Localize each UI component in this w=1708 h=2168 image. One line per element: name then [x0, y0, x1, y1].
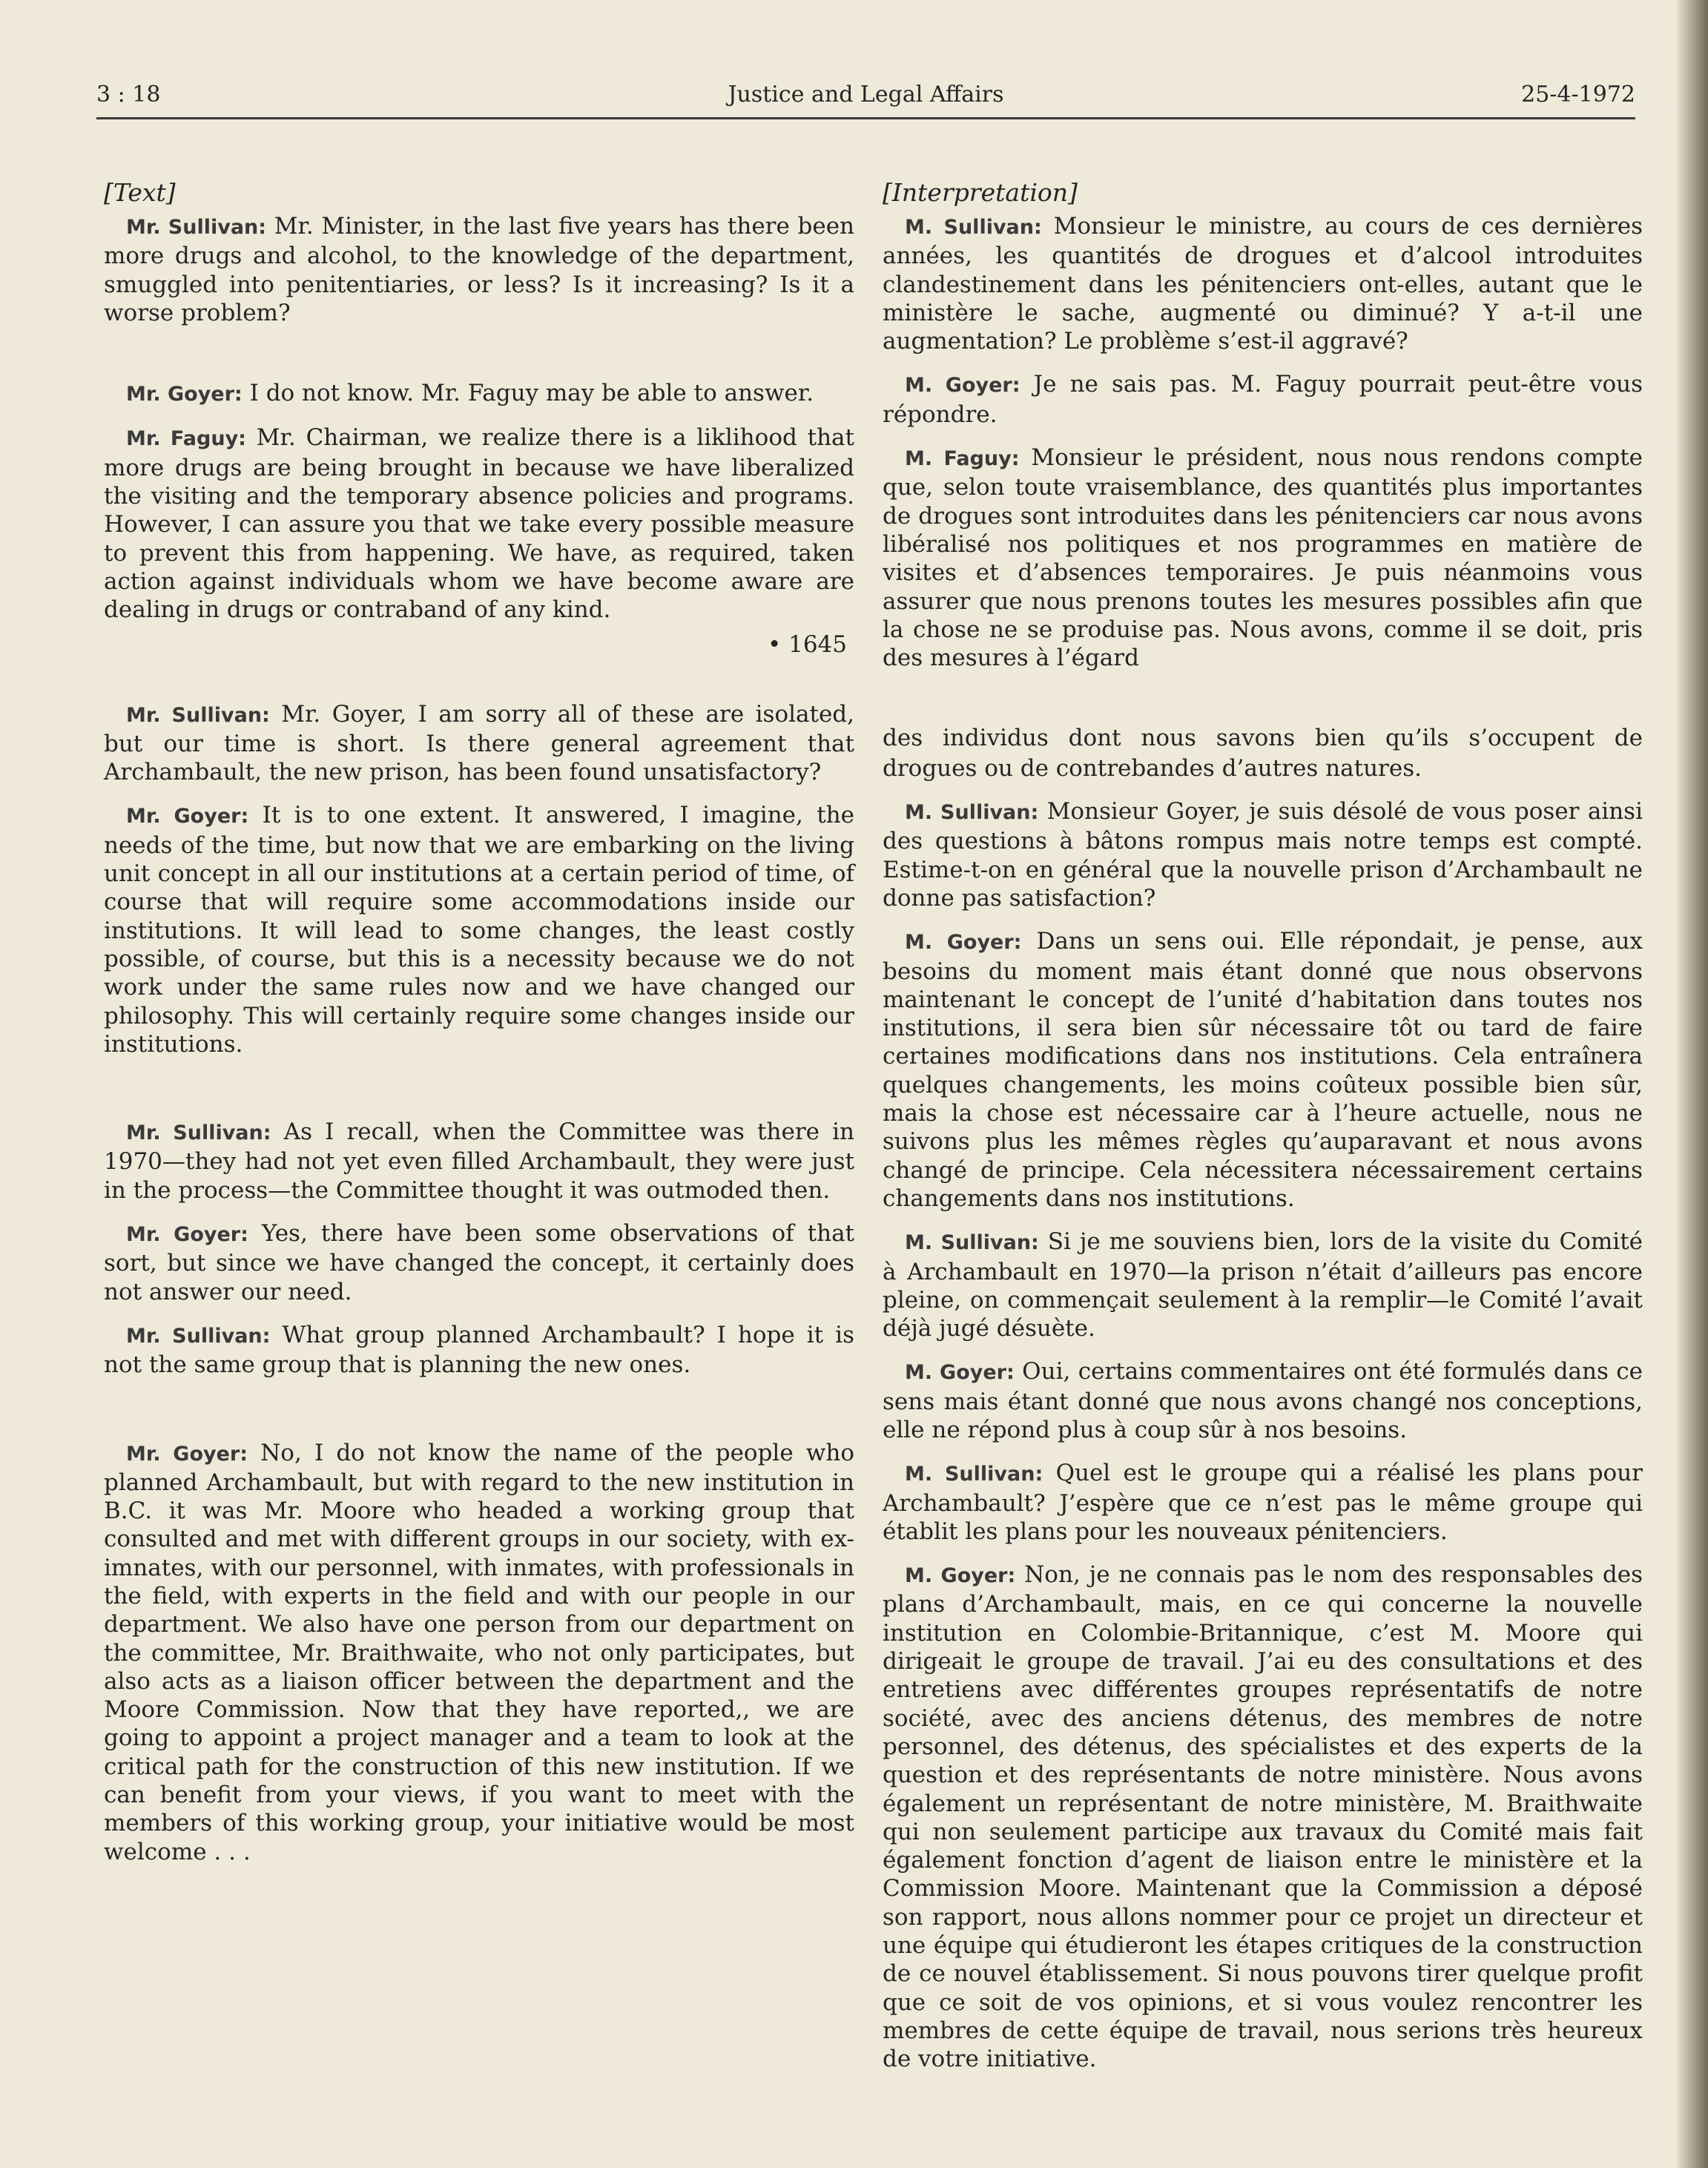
- speaker-name: M. Goyer:: [905, 1361, 1015, 1385]
- page-header: [96, 79, 1635, 119]
- transcript-paragraph: [883, 927, 1643, 1213]
- section-label-interpretation: [Interpretation]: [883, 178, 1078, 207]
- page-number: 3 : 18: [96, 82, 161, 108]
- speaker-name: Mr. Sullivan:: [126, 703, 270, 727]
- running-title: Justice and Legal Affairs: [728, 82, 1004, 108]
- speaker-name: Mr. Faguy:: [126, 427, 246, 451]
- speech-text: Mr. Minister, in the last five years has there been more drugs and alcohol, to the knowledge of the department, smuggled into penitentiaries, or less? Is it increasing? Is it a worse problem?: [104, 213, 855, 326]
- speech-text: I do not know. Mr. Faguy may be able to answer.: [242, 380, 814, 407]
- speaker-name: M. Sullivan:: [905, 801, 1039, 825]
- transcript-paragraph: [104, 1118, 854, 1205]
- speech-text: What group planned Archambault? I hope it is not the same group that is planning the new ones.: [104, 1321, 854, 1379]
- french-column: [883, 178, 1643, 2089]
- speech-text: Si je me souviens bien, lors de la visite du Comité à Archambault en 1970—la prison n’était d’ailleurs pas encore pleine, on commençait seulement à la remplir—le Comité l’avait déjà jugé désuète.: [883, 1228, 1643, 1342]
- transcript-paragraph: [883, 444, 1643, 672]
- speech-text: Mr. Goyer, I am sorry all of these are isolated, but our time is short. Is there general agreement that Archambault, the new prison, has been found unsatisfactory?: [104, 700, 855, 786]
- transcript-paragraph: [883, 1561, 1643, 2073]
- speech-text: Dans un sens oui. Elle répondait, je pense, aux besoins du moment mais étant donné que nous observons maintenant le concept de l’unité d’habitation dans toutes nos institutions, il sera bien sûr nécessaire tôt ou tard de faire certaines modifications dans nos institutions. Cela entraînera quelques changements, les moins coûteux possible bien sûr, mais la chose est nécessaire car à l’heure actuelle, nous ne suivons plus les mêmes règles qu’auparavant et nous avons changé de principe. Cela nécessitera nécessairement certains changements dans nos institutions.: [883, 928, 1643, 1212]
- speaker-name: M. Sullivan:: [905, 1463, 1043, 1486]
- speaker-name: Mr. Goyer:: [126, 1223, 248, 1247]
- transcript-paragraph: [883, 1459, 1643, 1546]
- page-spine-shadow: [1677, 0, 1708, 2168]
- transcript-paragraph: [883, 797, 1643, 912]
- transcript-paragraph: [104, 700, 854, 787]
- speech-text: Monsieur le président, nous nous rendons compte que, selon toute vraisemblance, des quantités plus importantes de drogues sont introduites dans les pénitenciers car nous avons libéralisé nos politiques et nos programmes en matière de visites et d’absences temporaires. Je puis néanmoins vous assurer que nous prenons toutes les mesures possibles afin que la chose ne se produise pas. Nous avons, comme il se doit, pris des mesures à l’égard: [883, 444, 1643, 672]
- transcript-paragraph: [104, 424, 854, 624]
- transcript-paragraph: [104, 379, 854, 409]
- speech-text: Monsieur Goyer, je suis désolé de vous poser ainsi des questions à bâtons rompus mais notre temps est compté. Estime-t-on en général que la nouvelle prison d’Archambault ne donne pas satisfaction?: [883, 798, 1643, 912]
- speech-text: Mr. Chairman, we realize there is a liklihood that more drugs are being brought in because we have liberalized the visiting and the temporary absence policies and programs. However, I can assure you that we take every possible measure to prevent this from happening. We have, as required, taken action against individuals whom we have become aware are dealing in drugs or contraband of any kind.: [104, 424, 854, 624]
- transcript-paragraph-continuation: [883, 724, 1643, 782]
- header-date: 25-4-1972: [1521, 82, 1635, 108]
- speaker-name: M. Sullivan:: [905, 216, 1042, 239]
- section-label-text: [Text]: [104, 178, 176, 207]
- speech-text: Monsieur le ministre, au cours de ces dernières années, les quantités de drogues et d’alcool introduites clandestinement dans les pénitenciers ont-elles, autant que le ministère le sache, augmenté ou diminué? Y a-t-il une augmentation? Le problème s’est-il aggravé?: [883, 213, 1643, 355]
- speaker-name: M. Goyer:: [905, 374, 1020, 398]
- english-column: [104, 178, 854, 1881]
- transcript-paragraph: [883, 370, 1643, 429]
- speech-text: des individus dont nous savons bien qu’ils s’occupent de drogues ou de contrebandes d’autres natures.: [883, 725, 1643, 782]
- speaker-name: Mr. Sullivan:: [126, 1121, 271, 1145]
- transcript-paragraph: [104, 1219, 854, 1306]
- speech-text: As I recall, when the Committee was there in 1970—they had not yet even filled Archambault, they were just in the process—the Committee thought it was outmoded then.: [104, 1118, 854, 1204]
- speech-text: Quel est le groupe qui a réalisé les plans pour Archambault? J’espère que ce n’est pas le même groupe qui établit les plans pour les nouveaux pénitenciers.: [883, 1460, 1643, 1545]
- speech-text: Oui, certains commentaires ont été formulés dans ce sens mais étant donné que nous avons changé nos conceptions, elle ne répond plus à coup sûr à nos besoins.: [883, 1358, 1643, 1443]
- speaker-name: Mr. Goyer:: [126, 383, 243, 406]
- speech-text: Non, je ne connais pas le nom des responsables des plans d’Archambault, mais, en ce qui concerne la nouvelle institution en Colombie-Britannique, c’est M. Moore qui dirigeait le groupe de travail. J’ai eu des consultations et des entretiens avec différentes groupes représentatifs de notre société, avec des anciens détenus, des membres de notre personnel, des détenus, des spécialistes et des experts de la question et des représentants de notre ministère. Nous avons également un représentant de notre ministère, M. Braithwaite qui non seulement participe aux travaux du Comité mais fait également fonction d’agent de liaison entre le ministère et la Commission Moore. Maintenant que la Commission a déposé son rapport, nous allons nommer pour ce projet un directeur et une équipe qui étudieront les étapes critiques de la construction de ce nouvel établissement. Si nous pouvons tirer quelque profit que ce soit de vos opinions, et si vous voulez rencontrer les membres de cette équipe de travail, nous serions très heureux de votre initiative.: [883, 1561, 1643, 2073]
- speaker-name: Mr. Goyer:: [126, 1442, 248, 1466]
- speaker-name: Mr. Sullivan:: [126, 1324, 271, 1348]
- speaker-name: Mr. Goyer:: [126, 805, 249, 828]
- transcript-paragraph: [104, 1321, 854, 1380]
- speech-text: It is to one extent. It answered, I imagine, the needs of the time, but now that we are embarking on the living unit concept in all our institutions at a certain period of time, of course that will require some accommodations inside our institutions. It will lead to some changes, the least costly possible, of course, but this is a necessity because we do not work under the same rules now and we have changed our philosophy. This will certainly require some changes inside our institutions.: [104, 802, 854, 1058]
- transcript-paragraph: [883, 1357, 1643, 1444]
- transcript-paragraph: [883, 212, 1643, 355]
- speaker-name: M. Sullivan:: [905, 1231, 1039, 1255]
- speech-text: No, I do not know the name of the people who planned Archambault, but with regard to the new institution in B.C. it was Mr. Moore who headed a working group that consulted and met with different groups in our society, with ex-imnates, with our personnel, with inmates, with professionals in the field, with experts in the field and with our people in our department. We also have one person from our department on the committee, Mr. Braithwaite, who not only participates, but also acts as a liaison officer between the department and the Moore Commission. Now that they have reported,, we are going to appoint a project manager and a team to look at the critical path for the construction of this new institution. If we can benefit from your views, if you want to meet with the members of this working group, your initiative would be most welcome . . .: [104, 1439, 854, 1865]
- speech-text: Yes, there have been some observations of that sort, but since we have changed the concept, it certainly does not answer our need.: [104, 1220, 855, 1305]
- speaker-name: Mr. Sullivan:: [126, 216, 267, 239]
- speaker-name: M. Goyer:: [905, 1564, 1016, 1588]
- transcript-paragraph: [104, 1439, 854, 1866]
- transcript-paragraph: [104, 212, 854, 327]
- transcript-paragraph: [104, 801, 854, 1058]
- speaker-name: M. Goyer:: [905, 931, 1022, 955]
- time-marker: • 1645: [767, 630, 847, 658]
- speaker-name: M. Faguy:: [905, 447, 1020, 471]
- transcript-paragraph: [883, 1228, 1643, 1342]
- speech-text: Je ne sais pas. M. Faguy pourrait peut-être vous répondre.: [883, 371, 1643, 428]
